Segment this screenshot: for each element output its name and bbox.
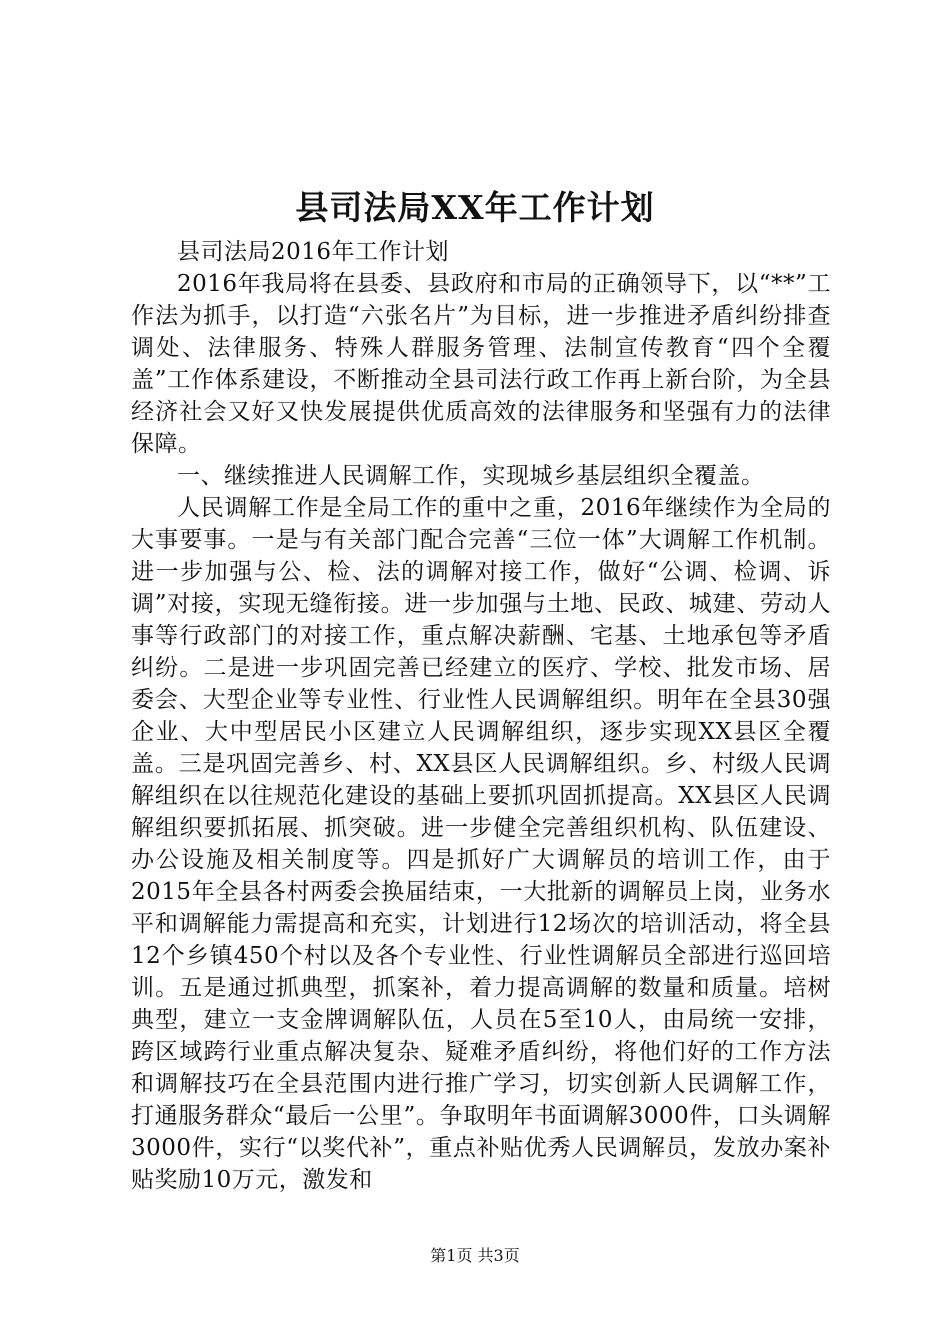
document-body <box>131 236 831 1196</box>
subtitle-paragraph: 县司法局2016年工作计划 <box>177 239 450 265</box>
document-title: 县司法局XX年工作计划 <box>295 188 655 227</box>
page-footer: 第1页 共3页 <box>430 1246 520 1265</box>
section-heading: 一、继续推进人民调解工作，实现城乡基层组织全覆盖。 <box>177 463 765 489</box>
section-paragraph: 人民调解工作是全局工作的重中之重，2016年继续作为全局的大事要事。一是与有关部门配合完善“三位一体”大调解工作机制。进一步加强与公、检、法的调解对接工作，做好“公调、检调、诉调”对接，实现无缝衔接。进一步加强与土地、民政、城建、劳动人事等行政部门的对接工作，重点解决薪酬、宅基、土地承包等矛盾纠纷。二是进一步巩固完善已经建立的医疗、学校、批发市场、居委会、大型企业等专业性、行业性人民调解组织。明年在全县30强企业、大中型居民小区建立人民调解组织，逐步实现XX县区全覆盖。三是巩固完善乡、村、XX县区人民调解组织。乡、村级人民调解组织在以往规范化建设的基础上要抓巩固抓提高。XX县区人民调解组织要抓拓展、抓突破。进一步健全完善组织机构、队伍建设、办公设施及相关制度等。四是抓好广大调解员的培训工作，由于2015年全县各村两委会换届结束，一大批新的调解员上岗，业务水平和调解能力需提高和充实，计划进行12场次的培训活动，将全县12个乡镇450个村以及各个专业性、行业性调解员全部进行巡回培训。五是通过抓典型，抓案补，着力提高调解的数量和质量。培树典型，建立一支金牌调解队伍，人员在5至10人，由局统一安排，跨区域跨行业重点解决复杂、疑难矛盾纠纷，将他们好的工作方法和调解技巧在全县范围内进行推广学习，切实创新人民调解工作，打通服务群众“最后一公里”。争取明年书面调解3000件，口头调解3000件，实行“以奖代补”，重点补贴优秀人民调解员，发放办案补贴奖励10万元，激发和 <box>131 495 831 1193</box>
intro-paragraph: 2016年我局将在县委、县政府和市局的正确领导下，以“**”工作法为抓手，以打造“六张名片”为目标，进一步推进矛盾纠纷排查调处、法律服务、特殊人群服务管理、法制宣传教育“四个全覆盖”工作体系建设，不断推动全县司法行政工作再上新台阶，为全县经济社会又好又快发展提供优质高效的法律服务和坚强有力的法律保障。 <box>131 271 831 457</box>
